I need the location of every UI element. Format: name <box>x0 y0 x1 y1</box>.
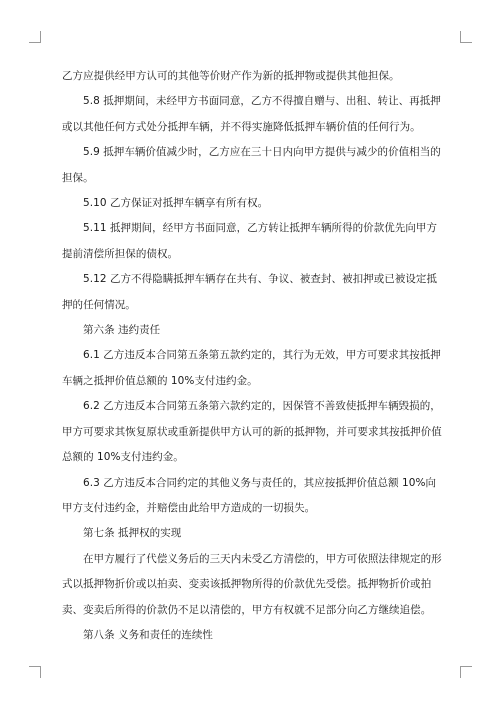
article-8-heading: 第八条 义务和责任的连续性 <box>83 628 213 641</box>
clause-5-12: 5.12 乙方不得隐瞒抵押车辆存在共有、争议、被查封、被扣押或已被设定抵押的任何情况。 <box>62 273 438 311</box>
crop-mark-bottom-left <box>29 666 41 678</box>
crop-mark-bottom-right <box>460 666 472 678</box>
clause-6-3: 6.3 乙方违反本合同约定的其他义务与责任的，其应按抵押价值总额 10%向甲方支付违约金，并赔偿由此给甲方造成的一切损失。 <box>62 476 437 514</box>
crop-mark-top-right <box>460 31 472 43</box>
clause-6-2: 6.2 乙方违反本合同第五条第六款约定的，因保管不善致使抵押车辆毁损的，甲方可要求其恢复原状或重新提供甲方认可的新的抵押物，并可要求其按抵押价值总额的 10%支付违约金。 <box>62 400 442 464</box>
clause-5-8: 5.8 抵押期间，未经甲方书面同意，乙方不得擅自赠与、出租、转让、再抵押或以其他任何方式处分抵押车辆，并不得实施降低抵押车辆价值的任何行为。 <box>62 95 441 133</box>
clause-5-9: 5.9 抵押车辆价值减少时，乙方应在三十日内向甲方提供与减少的价值相当的担保。 <box>62 146 441 184</box>
article-7-body: 在甲方履行了代偿义务后的三天内未受乙方清偿的，甲方可依照法律规定的形式以抵押物折价或以拍卖、变卖该抵押物所得的价款优先受偿。抵押物折价或拍卖、变卖后所得的价款仍不足以清偿的，甲方有权就不足部分向乙方继续追偿。 <box>62 552 442 616</box>
paragraph-continuation: 乙方应提供经甲方认可的其他等价财产作为新的抵押物或提供其他担保。 <box>62 70 400 82</box>
clause-5-11: 5.11 抵押期间，经甲方书面同意，乙方转让抵押车辆所得的价款优先向甲方提前清偿所担保的债权。 <box>62 222 438 260</box>
clause-5-10: 5.10 乙方保证对抵押车辆享有所有权。 <box>83 197 269 210</box>
crop-mark-top-left <box>29 31 41 43</box>
article-7-heading: 第七条 抵押权的实现 <box>83 527 182 540</box>
clause-6-1: 6.1 乙方违反本合同第五条第五款约定的，其行为无效，甲方可要求其按抵押车辆之抵押价值总额的 10%支付违约金。 <box>62 349 441 387</box>
article-6-heading: 第六条 违约责任 <box>83 324 161 337</box>
document-body <box>62 64 445 648</box>
